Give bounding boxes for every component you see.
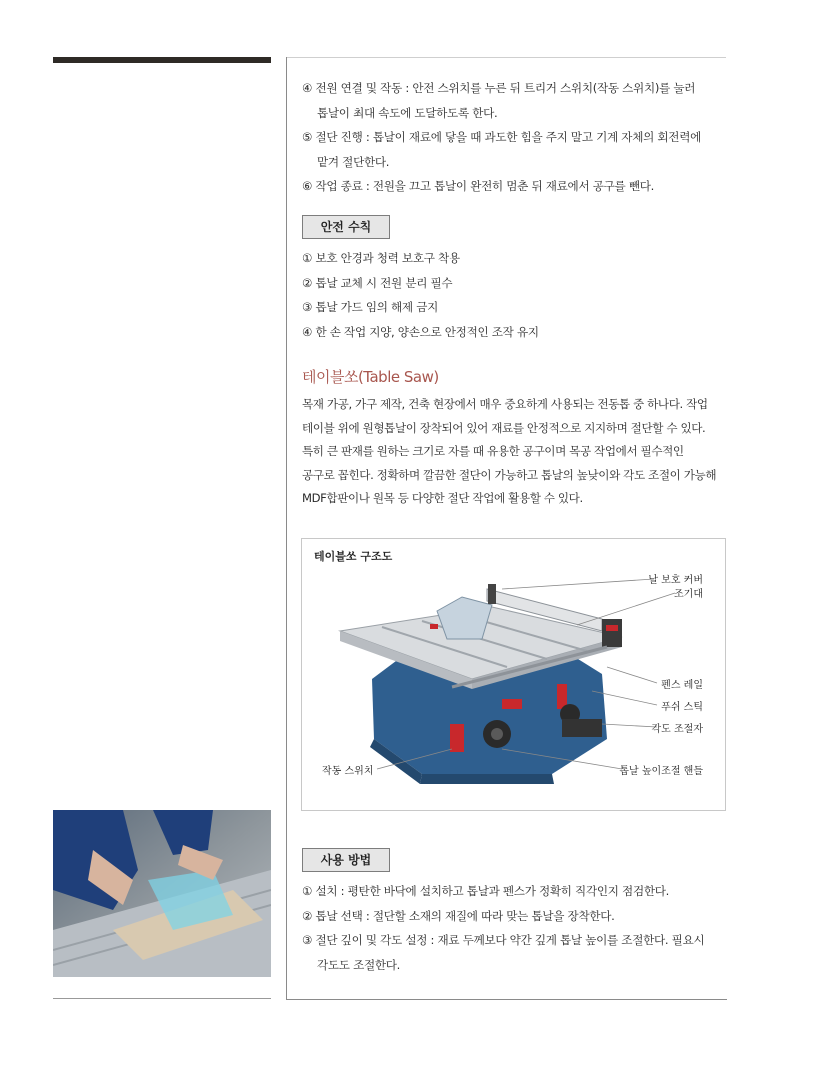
usage-item: ③ 절단 깊이 및 각도 설정 : 재료 두께보다 약간 깊게 톱날 높이를 조절한다. 필요시 — [302, 933, 705, 947]
safety-list — [302, 246, 722, 344]
label-angle-adjuster: 각도 조절자 — [651, 724, 703, 735]
paragraph-line: 테이블 위에 원형톱날이 장착되어 있어 재료를 안정적으로 지지하며 절단할 수 있다. — [302, 420, 706, 435]
safety-heading-tag: 안전 수칙 — [302, 215, 390, 239]
usage-item: ① 설치 : 평탄한 바닥에 설치하고 톱날과 펜스가 정확히 직각인지 점검한다. — [302, 884, 670, 898]
step-4-num: ④ — [302, 81, 313, 95]
step-6-text: 작업 종료 : 전원을 끄고 톱날이 완전히 멈춘 뒤 재료에서 공구를 뺀다. — [315, 179, 655, 193]
step-5-text: 절단 진행 : 톱날이 재료에 닿을 때 과도한 힘을 주지 말고 기계 자체의 회전력에 — [315, 130, 701, 144]
paragraph-line: 특히 큰 판재를 원하는 크기로 자를 때 유용한 공구이며 목공 작업에서 필수적인 — [302, 444, 684, 459]
safety-item: ④ 한 손 작업 지양, 양손으로 안정적인 조작 유지 — [302, 324, 539, 339]
step-5-text-cont: 맡겨 절단한다. — [317, 154, 390, 169]
usage-heading-tag: 사용 방법 — [302, 848, 390, 872]
left-column-top-bar — [53, 57, 271, 63]
paragraph-line: 목재 가공, 가구 제작, 건축 현장에서 매우 중요하게 사용되는 전동톱 중 하나다. 작업 — [302, 397, 708, 411]
label-height-handle: 톱날 높이조절 핸들 — [619, 766, 703, 777]
label-fence-rail: 펜스 레일 — [661, 680, 703, 691]
steps-top-list — [302, 76, 722, 199]
step-6 — [302, 174, 722, 199]
step-5 — [302, 125, 722, 150]
paragraph-line: MDF합판이나 원목 등 다양한 절단 작업에 활용할 수 있다. — [302, 491, 583, 506]
table-saw-title: 테이블쏘(Table Saw) — [302, 368, 439, 386]
usage-item: ② 톱날 선택 : 절단할 소재의 재질에 따라 맞는 톱날을 장착한다. — [302, 908, 615, 923]
table-saw-usage-photo — [53, 810, 271, 977]
label-jig: 조기대 — [674, 589, 703, 600]
step-5-num: ⑤ — [302, 130, 313, 144]
step-4-text-cont: 톱날이 최대 속도에 도달하도록 한다. — [317, 105, 498, 120]
usage-list — [302, 879, 722, 977]
safety-item: ③ 톱날 가드 임의 해제 금지 — [302, 300, 439, 314]
diagram-title: 테이블쏘 구조도 — [314, 550, 393, 563]
safety-item: ② 톱날 교체 시 전원 분리 필수 — [302, 275, 453, 290]
step-4-text: 전원 연결 및 작동 : 안전 스위치를 누른 뒤 트리거 스위치(작동 스위치)를 눌러 — [315, 81, 696, 95]
step-4 — [302, 76, 722, 101]
paragraph-line: 공구로 꼽힌다. 정확하며 깔끔한 절단이 가능하고 톱날의 높낮이와 각도 조절이 가능해 — [302, 467, 717, 482]
step-6-num: ⑥ — [302, 179, 313, 193]
label-blade-cover: 날 보호 커버 — [648, 575, 703, 586]
label-push-stick: 푸쉬 스틱 — [661, 702, 703, 713]
left-column-bottom-rule — [53, 998, 271, 999]
table-saw-diagram — [301, 538, 726, 811]
safety-item: ① 보호 안경과 청력 보호구 착용 — [302, 251, 460, 265]
table-saw-paragraph — [302, 393, 722, 511]
label-switch: 작동 스위치 — [322, 766, 374, 777]
usage-item-cont: 각도도 조절한다. — [317, 957, 401, 972]
